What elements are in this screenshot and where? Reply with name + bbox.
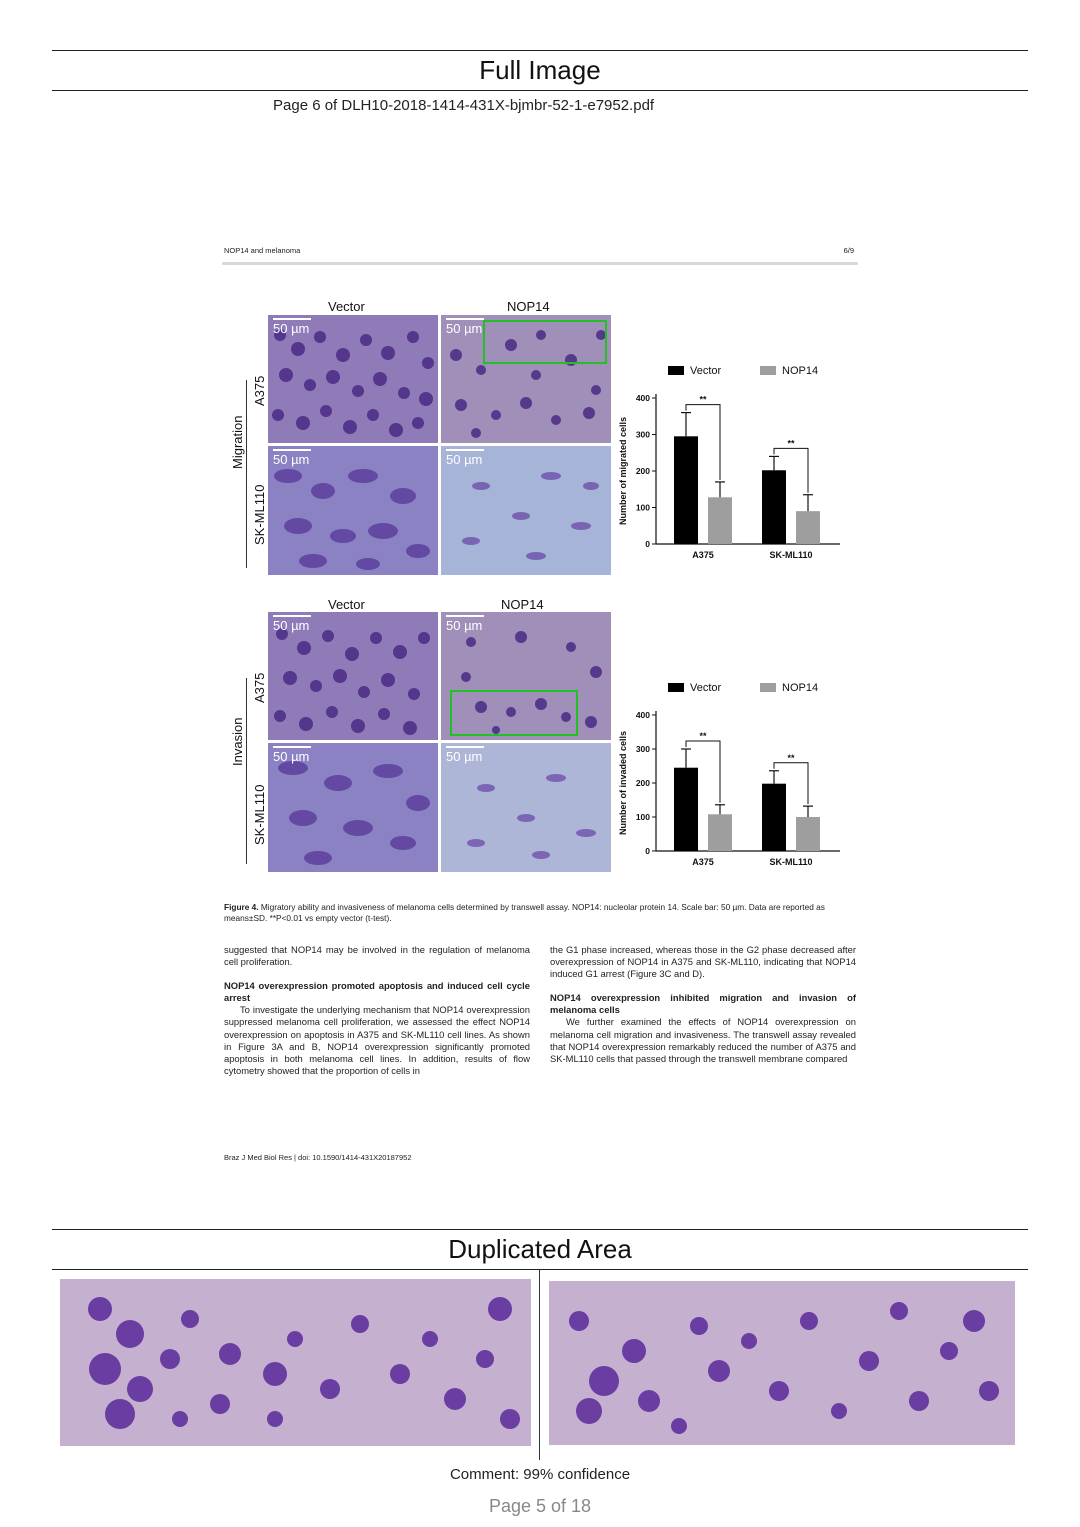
confidence-comment: Comment: 99% confidence	[449, 1466, 631, 1483]
scale-bar: 50 µm	[446, 449, 484, 467]
row-label-a375-migration: A375	[252, 375, 267, 406]
legend-swatch	[760, 683, 776, 692]
y-tick-label: 300	[635, 429, 650, 440]
y-tick-label: 300	[635, 744, 650, 754]
micrograph-migration-a375-vector	[268, 315, 438, 443]
micrograph-migration-skml110-nop14	[441, 446, 611, 575]
running-head-left: NOP14 and melanoma	[224, 246, 301, 255]
scale-bar: 50 µm	[273, 318, 311, 336]
row-label-a375-invasion: A375	[252, 672, 267, 703]
significance-marker: **	[699, 394, 707, 405]
bar-chart-migration	[612, 358, 852, 568]
y-tick-label: 200	[635, 466, 650, 476]
legend-label: Vector	[690, 365, 722, 377]
group-bracket-invasion	[246, 678, 247, 864]
micrograph-migration-a375-nop14	[441, 315, 611, 443]
col-label-nop14-migration: NOP14	[507, 299, 550, 314]
document-page	[222, 240, 858, 1170]
group-label-invasion: Invasion	[230, 717, 245, 766]
page-footer: Braz J Med Biol Res | doi: 10.1590/1414-431X20187952	[224, 1153, 412, 1162]
group-bracket-migration	[246, 380, 247, 568]
scale-bar: 50 µm	[273, 746, 311, 764]
bar	[674, 768, 698, 851]
legend-label: NOP14	[782, 682, 819, 694]
col-label-vector-migration: Vector	[328, 299, 365, 314]
y-tick-label: 100	[635, 502, 650, 513]
dup-separator	[539, 1270, 540, 1460]
text-column-right	[550, 944, 856, 1065]
caption-label: Figure 4.	[224, 902, 259, 912]
y-tick-label: 0	[645, 539, 650, 549]
x-tick-label: A375	[692, 857, 714, 867]
significance-marker: **	[699, 731, 707, 741]
micrograph-invasion-a375-vector	[268, 612, 438, 740]
legend-label: NOP14	[782, 365, 819, 377]
title-rule	[52, 90, 1028, 91]
legend-label: Vector	[690, 682, 722, 694]
running-head-right: 6/9	[843, 246, 854, 255]
bar	[708, 497, 732, 544]
row-label-skml110-invasion: SK-ML110	[252, 784, 267, 845]
scale-bar: 50 µm	[273, 615, 311, 633]
file-subtitle: Page 6 of DLH10-2018-1414-431X-bjmbr-52-1-e7952.pdf	[273, 97, 655, 114]
y-tick-label: 400	[635, 393, 650, 403]
y-axis-label: Number of invaded cells	[618, 730, 628, 836]
scale-bar: 50 µm	[446, 615, 484, 633]
group-label-migration: Migration	[230, 415, 245, 469]
duplicated-title: Duplicated Area	[448, 1234, 632, 1264]
y-tick-label: 0	[645, 846, 650, 856]
legend-swatch	[668, 366, 684, 375]
row-label-skml110-migration: SK-ML110	[252, 484, 267, 545]
dup-top-rule	[52, 1229, 1028, 1230]
y-tick-label: 200	[635, 778, 650, 788]
header-divider	[222, 262, 858, 265]
x-tick-label: SK-ML110	[769, 857, 813, 867]
bar	[796, 817, 820, 851]
bar	[708, 814, 732, 851]
y-tick-label: 400	[635, 710, 650, 720]
significance-marker: **	[787, 438, 795, 449]
x-tick-label: SK-ML110	[769, 550, 813, 560]
y-tick-label: 100	[635, 812, 650, 822]
bar	[762, 470, 786, 544]
bar	[762, 784, 786, 851]
paragraph: To investigate the underlying mechanism that NOP14 overexpression suppressed melanoma cell proliferation, we assessed the effect NOP14 overexpression on apoptosis in A375 and SK-ML110 cell lines. As shown in Figure 3A and B, NOP14 overexpression significantly promoted apoptosis in both melanoma cell lines. In addition, results of flow cytometry showed that the proportion of cells in	[224, 1004, 530, 1076]
micrograph-migration-skml110-vector	[268, 446, 438, 575]
col-label-nop14-invasion: NOP14	[501, 597, 544, 612]
micrograph-invasion-skml110-nop14	[441, 743, 611, 872]
col-label-vector-invasion: Vector	[328, 597, 365, 612]
y-axis-label: Number of migrated cells	[618, 416, 628, 526]
duplicate-crop-right	[549, 1281, 1015, 1445]
significance-marker: **	[787, 752, 795, 763]
legend-swatch	[668, 683, 684, 692]
figure-caption	[224, 902, 856, 924]
bar-chart-invasion	[612, 675, 852, 875]
dup-title-rule	[52, 1269, 1028, 1270]
micrograph-invasion-skml110-vector	[268, 743, 438, 872]
paragraph: the G1 phase increased, whereas those in the G2 phase decreased after overexpression of NOP14 in A375 and SK-ML110, indicating that NOP14 induced G1 arrest (Figure 3C and D).	[550, 944, 856, 980]
paragraph: suggested that NOP14 may be involved in the regulation of melanoma cell proliferation.	[224, 944, 530, 968]
paragraph: We further examined the effects of NOP14 overexpression on melanoma cell migration and invasiveness. The transwell assay revealed that NOP14 overexpression remarkably reduced the number of A375 and SK-ML110 cells that passed through the transwell membrane compared	[550, 1016, 856, 1064]
legend-swatch	[760, 366, 776, 375]
bar	[674, 436, 698, 544]
scale-bar: 50 µm	[446, 746, 484, 764]
section-heading: NOP14 overexpression promoted apoptosis and induced cell cycle arrest	[224, 980, 530, 1004]
page-title: Full Image	[479, 55, 601, 85]
pagination: Page 5 of 18	[488, 1496, 592, 1516]
caption-text: Migratory ability and invasiveness of melanoma cells determined by transwell assay. NOP14: nucleolar protein 14. Scale bar: 50 µm. Data are reported as means±SD. **P<0.01 vs empty vector (t-test).	[224, 902, 825, 923]
scale-bar: 50 µm	[273, 449, 311, 467]
micrograph-invasion-a375-nop14	[441, 612, 611, 740]
text-column-left	[224, 944, 530, 1077]
duplicate-highlight-box	[450, 690, 578, 736]
duplicate-highlight-box	[483, 320, 607, 364]
scale-bar: 50 µm	[446, 318, 484, 336]
top-rule	[52, 50, 1028, 51]
duplicate-crop-left	[60, 1279, 531, 1446]
bar	[796, 511, 820, 544]
section-heading: NOP14 overexpression inhibited migration and invasion of melanoma cells	[550, 992, 856, 1016]
x-tick-label: A375	[692, 550, 714, 560]
